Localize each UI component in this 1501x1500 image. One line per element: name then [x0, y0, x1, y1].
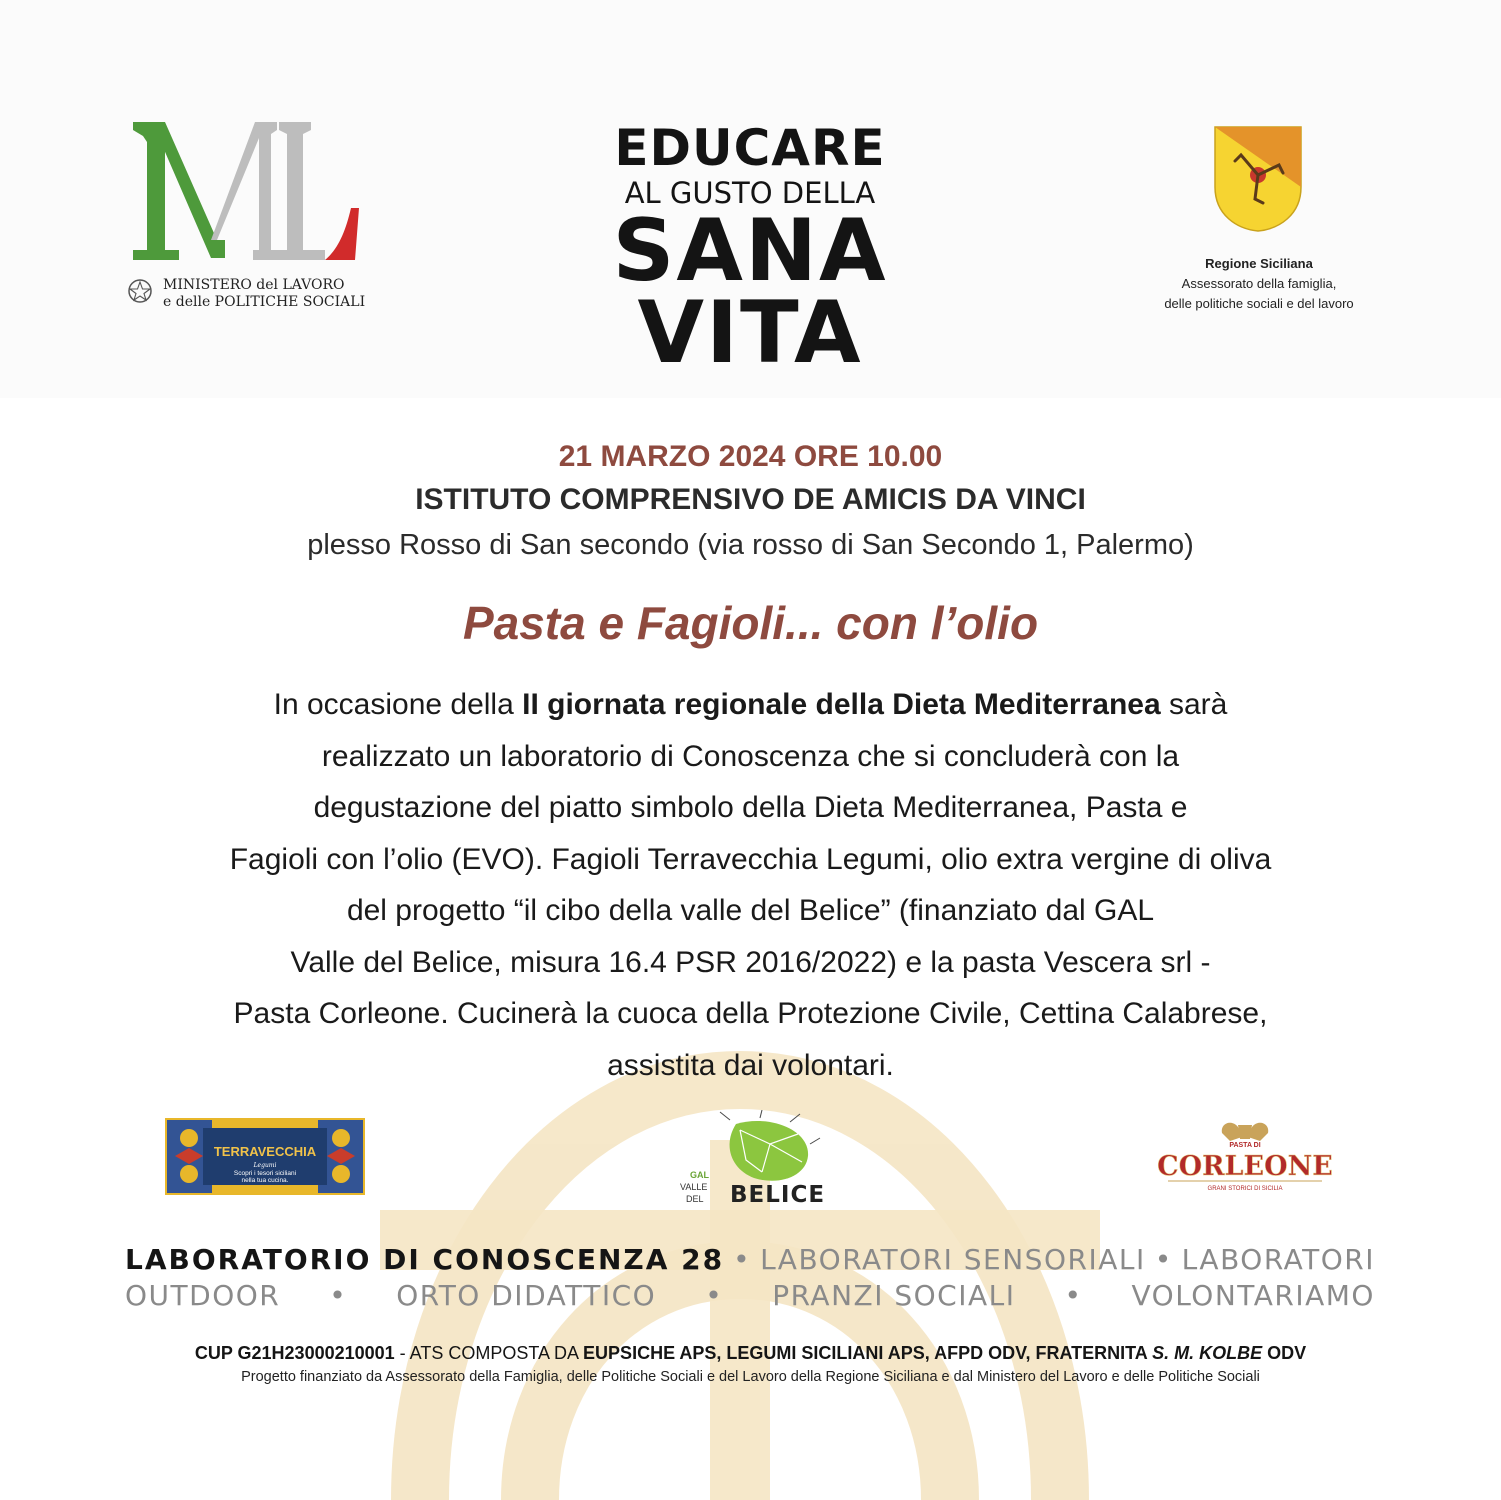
cup-partners: EUPSICHE APS, LEGUMI SICILIANI APS, AFPD ODV, FRATERNITA	[583, 1343, 1153, 1363]
activity-separator: •	[733, 1243, 752, 1276]
description-line6: Valle del Belice, misura 16.4 PSR 2016/2022) e la pasta Vescera srl -	[290, 945, 1211, 979]
gal-word-valle: VALLE	[680, 1182, 708, 1192]
region-name: Regione Siciliana	[1205, 256, 1313, 271]
activity-separator: •	[1064, 1279, 1083, 1312]
cup-kolbe: S. M. KOLBE	[1152, 1343, 1263, 1363]
cup-odv: ODV	[1262, 1343, 1307, 1363]
corleone-top: PASTA DI	[1229, 1142, 1261, 1149]
title-line3: SANA	[612, 201, 888, 301]
description-line7: Pasta Corleone. Cucinerà la cuoca della Protezione Civile, Cettina Calabrese,	[233, 997, 1268, 1030]
title-line2: AL GUSTO DELLA	[624, 176, 876, 210]
ministry-line2: e delle POLITICHE SOCIALI	[163, 294, 366, 310]
description-line4: Fagioli con l’olio (EVO). Fagioli Terravecchia Legumi, olio extra vergine di oliva	[229, 842, 1272, 876]
activity-item: LABORATORI SENSORIALI	[760, 1243, 1146, 1276]
event-description	[120, 679, 1381, 1091]
terravecchia-name: TERRAVECCHIA	[213, 1144, 317, 1159]
activity-item: LABORATORI	[1181, 1243, 1375, 1276]
description-l1-pre: In occasione della	[273, 688, 523, 721]
ministry-name	[163, 277, 365, 311]
ministry-ml-mark	[125, 122, 365, 262]
activity-separator: •	[705, 1279, 724, 1312]
corleone-name: CORLEONE	[1157, 1151, 1333, 1182]
funding-note: Progetto finanziato da Assessorato della Famiglia, delle Politiche Sociali e del Lavoro della Regione Siciliana e dal Ministero del Lavoro e delle Politiche Sociali	[241, 1369, 1260, 1385]
description-l1-bold: II giornata regionale della Dieta Mediterranea	[522, 688, 1161, 721]
cup-line	[0, 1343, 1501, 1364]
activity-separator: •	[1154, 1243, 1173, 1276]
activity-item: VOLONTARIAMO	[1131, 1279, 1375, 1312]
gal-word-belice: BELICE	[730, 1182, 826, 1208]
description-l1-post: sarà	[1160, 688, 1228, 721]
event-place: plesso Rosso di San secondo (via rosso di San Secondo 1, Palermo)	[307, 529, 1194, 561]
cup-code: CUP G21H23000210001	[194, 1343, 395, 1363]
event-title: Pasta e Fagioli... con l’olio	[462, 597, 1039, 649]
description-line8: assistita dai volontari.	[607, 1048, 894, 1082]
event-school: ISTITUTO COMPRENSIVO DE AMICIS DA VINCI	[415, 483, 1086, 516]
gal-word-del: DEL	[686, 1194, 704, 1204]
activity-item: ORTO DIDATTICO	[396, 1279, 657, 1312]
region-caption	[1120, 254, 1398, 314]
corleone-logo	[1150, 1115, 1340, 1200]
title-line1: EDUCARE	[614, 119, 886, 177]
activity-separator: •	[329, 1279, 348, 1312]
region-line1: Assessorato della famiglia,	[1181, 276, 1337, 291]
gal-word-gal: GAL	[690, 1170, 709, 1180]
activities-row1	[125, 1242, 1375, 1278]
region-shield-icon	[1213, 125, 1303, 233]
activity-item: OUTDOOR	[125, 1279, 281, 1312]
description-line1	[120, 679, 1381, 731]
activities-row2	[125, 1278, 1375, 1314]
campaign-title	[560, 119, 940, 383]
activity-item: PRANZI SOCIALI	[772, 1279, 1016, 1312]
description-line5: del progetto “il cibo della valle del Belice” (finanziato dal GAL	[346, 894, 1155, 927]
terravecchia-sub: Legumi	[253, 1162, 277, 1169]
event-date: 21 MARZO 2024 ORE 10.00	[558, 440, 943, 473]
activity-lead: LABORATORIO DI CONOSCENZA 28	[125, 1243, 725, 1276]
ministry-logo	[125, 122, 365, 322]
title-line4: VITA	[637, 283, 863, 383]
cup-text: - ATS COMPOSTA DA	[394, 1343, 584, 1363]
description-line3: degustazione del piatto simbolo della Dieta Mediterranea, Pasta e	[313, 791, 1188, 824]
italian-emblem-icon	[127, 278, 153, 304]
corleone-sub: GRANI STORICI DI SICILIA	[1207, 1186, 1283, 1192]
activities-list	[125, 1242, 1375, 1314]
terravecchia-tag1: Scopri i tesori siciliani	[233, 1170, 297, 1177]
description-line2: realizzato un laboratorio di Conoscenza che si concluderà con la	[321, 739, 1180, 773]
terravecchia-tag2: nella tua cucina.	[241, 1177, 289, 1184]
terravecchia-logo	[165, 1118, 365, 1195]
ministry-line1: MINISTERO del LAVORO	[163, 277, 345, 293]
gal-belice-logo	[670, 1110, 850, 1210]
ministry-caption	[125, 274, 365, 314]
region-line2: delle politiche sociali e del lavoro	[1164, 296, 1354, 311]
